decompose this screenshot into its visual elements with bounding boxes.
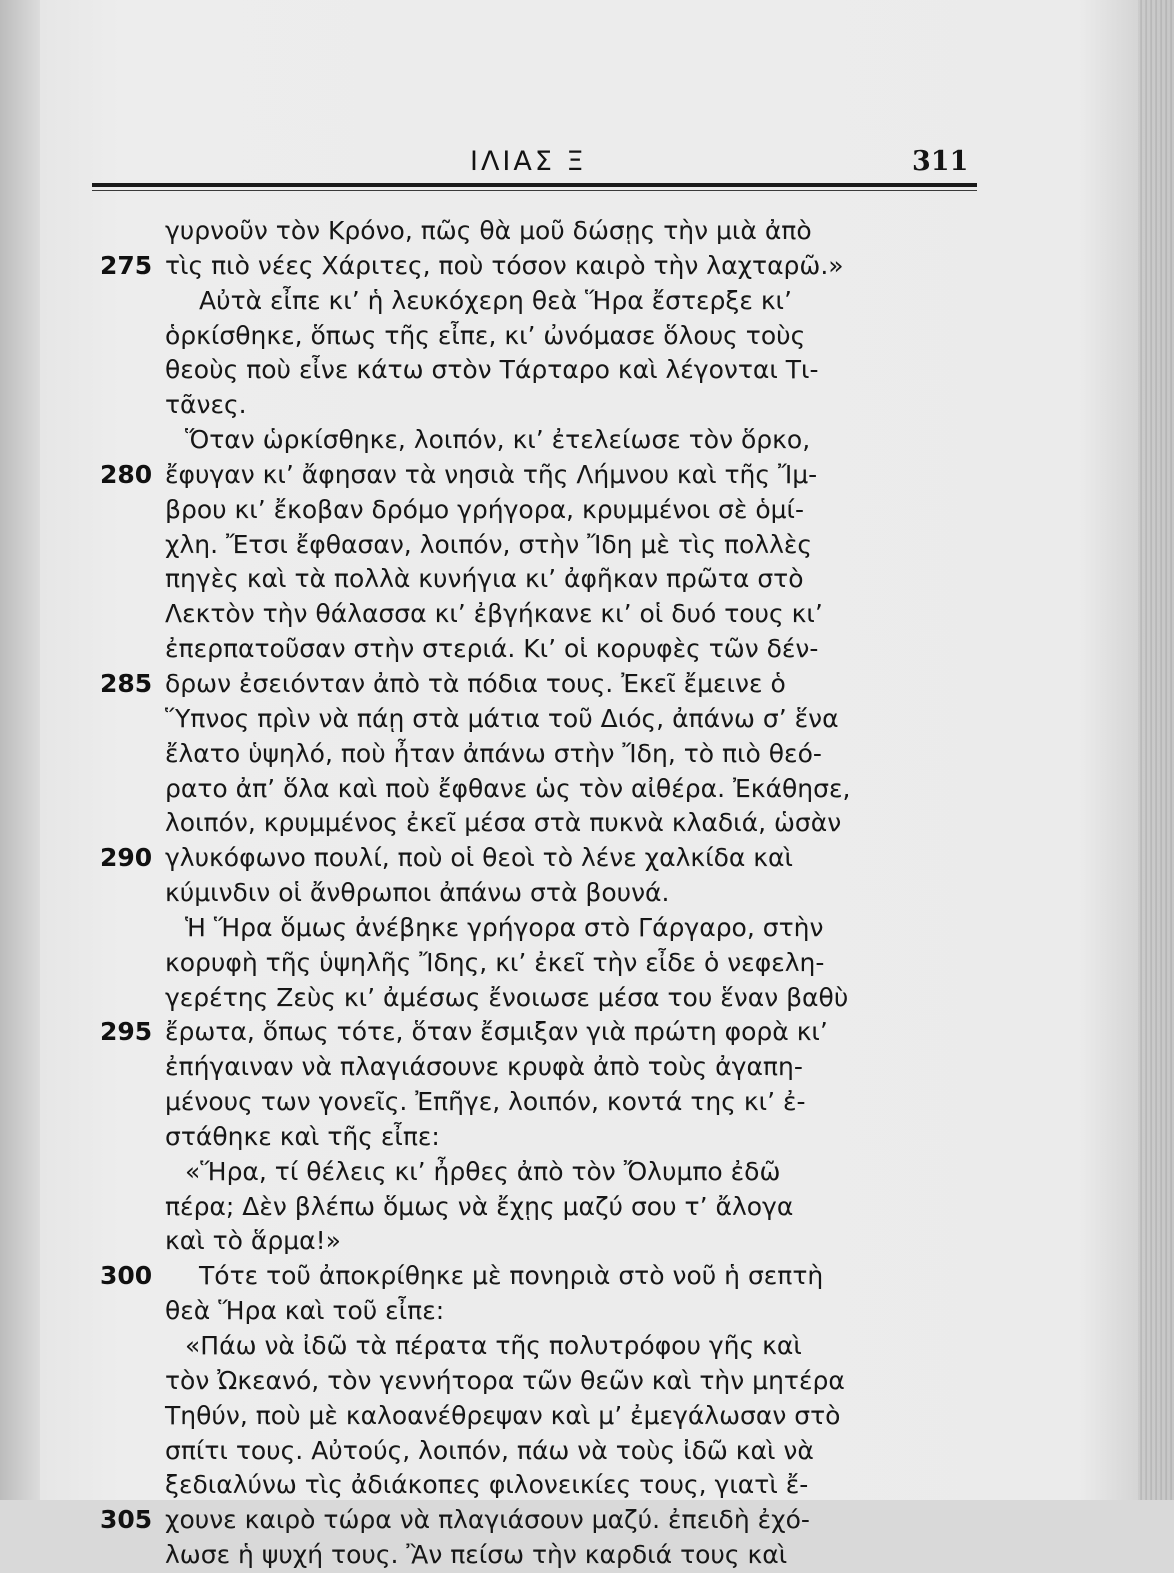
line-text: στάθηκε καὶ τῆς εἶπε:	[165, 1121, 440, 1151]
line-number: 305	[100, 1505, 153, 1535]
line-text: ρατο ἀπ’ ὅλα καὶ ποὺ ἔφθανε ὡς τὸν αἰθέρα. Ἐκάθησε,	[165, 773, 851, 803]
text-line	[100, 458, 990, 493]
page-number: 311	[912, 146, 969, 177]
text-line	[100, 702, 990, 737]
text-line	[100, 1015, 990, 1050]
text-line	[100, 1434, 990, 1469]
line-text: λωσε ἡ ψυχή τους. Ἂν πείσω τὴν καρδιά τους καὶ	[165, 1540, 788, 1570]
line-text: Τηθύν, ποὺ μὲ καλοανέθρεψαν καὶ μ’ ἐμεγάλωσαν στὸ	[165, 1400, 841, 1430]
line-text: ἐπερπατοῦσαν στὴν στεριά. Κι’ οἱ κορυφὲς τῶν δέν-	[165, 634, 819, 664]
line-text: μένους των γονεῖς. Ἐπῆγε, λοιπόν, κοντά της κι’ ἐ-	[165, 1087, 806, 1117]
text-line	[100, 806, 990, 841]
line-text: ἔλατο ὑψηλό, ποὺ ἦταν ἀπάνω στὴν Ἴδη, τὸ πιὸ θεό-	[165, 738, 822, 768]
text-line	[100, 737, 990, 772]
text-line	[100, 562, 990, 597]
text-line	[100, 1155, 990, 1190]
line-text: Ἡ Ἥρα ὅμως ἀνέβηκε γρήγορα στὸ Γάργαρο, στὴν	[185, 912, 824, 942]
line-text: τᾶνες.	[165, 390, 247, 420]
text-line	[100, 632, 990, 667]
line-text: ξεδιαλύνω τὶς ἀδιάκοπες φιλονεικίες τους, γιατὶ ἔ-	[165, 1470, 809, 1500]
line-number: 295	[100, 1017, 153, 1047]
line-text: δρων ἐσειόνταν ἀπὸ τὰ πόδια τους. Ἐκεῖ ἔμεινε ὁ	[165, 668, 786, 698]
line-text: Ὕπνος πρὶν νὰ πάῃ στὰ μάτια τοῦ Διός, ἀπάνω σ’ ἕνα	[165, 703, 839, 733]
text-line	[100, 981, 990, 1016]
text-line	[100, 1050, 990, 1085]
line-text: κορυφὴ τῆς ὑψηλῆς Ἴδης, κι’ ἐκεῖ τὴν εἶδε ὁ νεφελη-	[165, 947, 825, 977]
text-line	[100, 1190, 990, 1225]
text-line	[100, 249, 990, 284]
line-number: 290	[100, 843, 153, 873]
text-line	[100, 1329, 990, 1364]
line-text: γερέτης Ζεὺς κι’ ἀμέσως ἔνοιωσε μέσα του ἕναν βαθὺ	[165, 982, 849, 1012]
text-line	[100, 1259, 990, 1294]
running-header-title: ΙΛΙΑΣ Ξ	[470, 146, 587, 177]
text-line	[100, 1224, 990, 1259]
line-text: Αὐτὰ εἶπε κι’ ἡ λευκόχερη θεὰ Ἥρα ἔστερξε κι’	[199, 285, 792, 315]
text-line	[100, 1120, 990, 1155]
line-text: καὶ τὸ ἅρμα!»	[165, 1226, 341, 1256]
line-text: θεοὺς ποὺ εἶνε κάτω στὸν Τάρταρο καὶ λέγονται Τι-	[165, 355, 819, 385]
text-line	[100, 1468, 990, 1503]
text-line	[100, 1538, 990, 1573]
line-text: ἐπήγαιναν νὰ πλαγιάσουνε κρυφὰ ἀπὸ τοὺς ἀγαπη-	[165, 1052, 803, 1082]
text-body	[100, 214, 990, 1573]
text-line	[100, 284, 990, 319]
line-text: βρου κι’ ἔκοβαν δρόμο γρήγορα, κρυμμένοι σὲ ὁμί-	[165, 494, 805, 524]
text-line	[100, 1294, 990, 1329]
text-line	[100, 423, 990, 458]
text-line	[100, 911, 990, 946]
line-text: πηγὲς καὶ τὰ πολλὰ κυνήγια κι’ ἀφῆκαν πρῶτα στὸ	[165, 564, 804, 594]
line-text: χλη. Ἔτσι ἔφθασαν, λοιπόν, στὴν Ἴδη μὲ τὶς πολλὲς	[165, 529, 813, 559]
text-line	[100, 353, 990, 388]
line-text: «Πάω νὰ ἰδῶ τὰ πέρατα τῆς πολυτρόφου γῆς καὶ	[185, 1331, 802, 1360]
line-text: Λεκτὸν τὴν θάλασσα κι’ ἐβγήκανε κι’ οἱ δυό τους κι’	[165, 599, 823, 629]
text-line	[100, 667, 990, 702]
text-line	[100, 841, 990, 876]
line-text: ἔφυγαν κι’ ἄφησαν τὰ νησιὰ τῆς Λήμνου καὶ τῆς Ἴμ-	[165, 459, 818, 489]
text-line	[100, 1399, 990, 1434]
line-text: κύμινδιν οἱ ἄνθρωποι ἀπάνω στὰ βουνά.	[165, 878, 670, 908]
line-text: χουνε καιρὸ τώρα νὰ πλαγιάσουν μαζύ. ἐπειδὴ ἐχό-	[165, 1505, 810, 1535]
line-number: 285	[100, 668, 153, 698]
text-line	[100, 772, 990, 807]
page-edge	[1138, 0, 1174, 1500]
text-line	[100, 1085, 990, 1120]
line-text: τὸν Ὠκεανό, τὸν γεννήτορα τῶν θεῶν καὶ τὴν μητέρα	[165, 1365, 845, 1395]
line-number: 280	[100, 459, 153, 489]
line-text: ὁρκίσθηκε, ὅπως τῆς εἶπε, κι’ ὠνόμασε ὅλους τοὺς	[165, 320, 806, 350]
text-line	[100, 493, 990, 528]
line-number: 300	[100, 1261, 153, 1291]
line-text: λοιπόν, κρυμμένος ἐκεῖ μέσα στὰ πυκνὰ κλαδιά, ὡσὰν	[165, 808, 842, 838]
page-gutter	[0, 0, 40, 1500]
text-line	[100, 876, 990, 911]
line-text: «Ἥρα, τί θέλεις κι’ ἦρθες ἀπὸ τὸν Ὄλυμπο ἐδῶ	[185, 1156, 781, 1186]
text-line	[100, 214, 990, 249]
text-line	[100, 1364, 990, 1399]
line-text: πέρα; Δὲν βλέπω ὅμως νὰ ἔχῃς μαζύ σου τ’ ἄλογα	[165, 1191, 794, 1221]
line-text: θεὰ Ἥρα καὶ τοῦ εἶπε:	[165, 1296, 445, 1326]
text-line	[100, 319, 990, 354]
line-text: γυρνοῦν τὸν Κρόνο, πῶς θὰ μοῦ δώσῃς τὴν μιὰ ἀπὸ	[165, 216, 812, 245]
text-line	[100, 388, 990, 423]
line-text: Ὅταν ὡρκίσθηκε, λοιπόν, κι’ ἐτελείωσε τὸν ὅρκο,	[185, 425, 811, 455]
text-line	[100, 946, 990, 981]
text-line	[100, 597, 990, 632]
text-line	[100, 1503, 990, 1538]
text-line	[100, 528, 990, 563]
line-text: γλυκόφωνο πουλί, ποὺ οἱ θεοὶ τὸ λένε χαλκίδα καὶ	[165, 843, 793, 873]
line-text: τὶς πιὸ νέες Χάριτες, ποὺ τόσον καιρὸ τὴν λαχταρῶ.»	[165, 250, 844, 280]
line-text: Τότε τοῦ ἀποκρίθηκε μὲ πονηριὰ στὸ νοῦ ἡ σεπτὴ	[199, 1261, 824, 1291]
line-number: 275	[100, 250, 153, 280]
header-rule	[92, 183, 977, 187]
line-text: ἔρωτα, ὅπως τότε, ὅταν ἔσμιξαν γιὰ πρώτη φορὰ κι’	[165, 1017, 828, 1047]
header-rule-thin	[92, 190, 977, 191]
line-text: σπίτι τους. Αὐτούς, λοιπόν, πάω νὰ τοὺς ἰδῶ καὶ νὰ	[165, 1435, 814, 1465]
